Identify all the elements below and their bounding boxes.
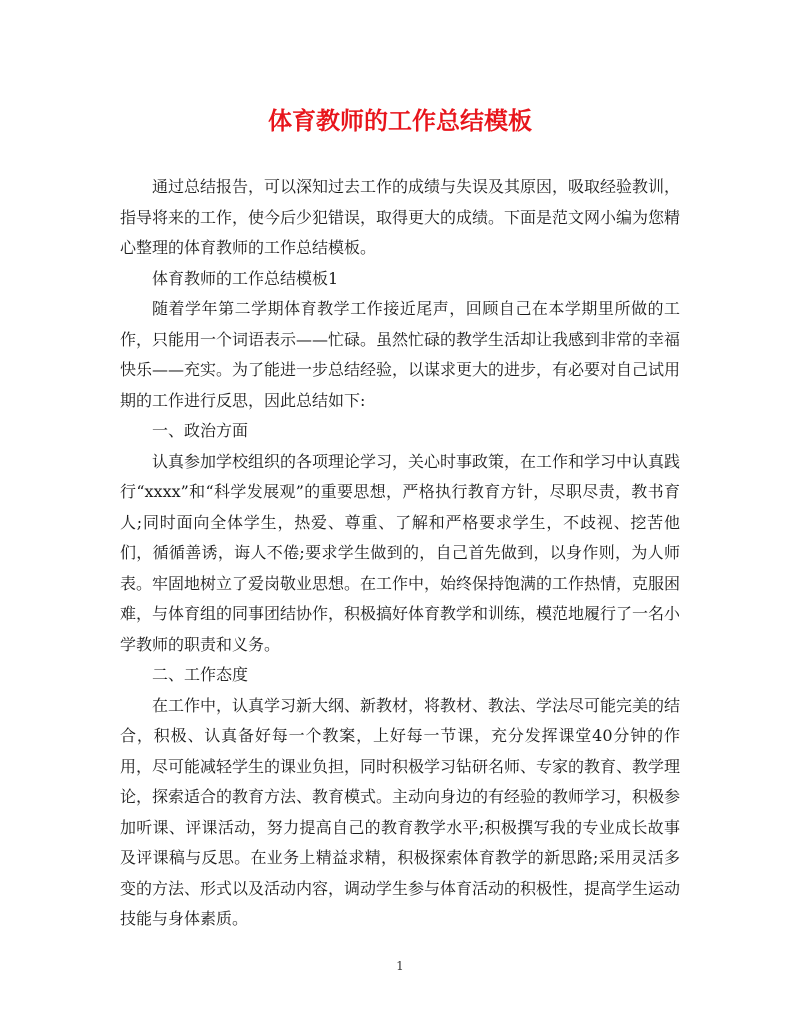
paragraph-subtitle: 体育教师的工作总结模板1 [152, 268, 339, 288]
document-title: 体育教师的工作总结模板 [268, 107, 532, 135]
page-number: 1 [396, 959, 404, 973]
paragraph-politics: 认真参加学校组织的各项理论学习，关心时事政策，在工作和学习中认真践行“xxxx”和“科学发展观”的重要思想，严格执行教育方针，尽职尽责，教书育人;同时面向全体学生，热爱、尊重、了解和严格要求学生，不歧视、挖苦他们，循循善诱，诲人不倦;要求学生做到的，自己首先做到，以身作则，为人师表。牢固地树立了爱岗敬业思想。在工作中，始终保持饱满的工作热情，克服困难，与体育组的同事团结协作，积极搞好体育教学和训练，模范地履行了一名小学教师的职责和义务。 [120, 451, 681, 654]
section-heading-attitude: 二、工作态度 [152, 665, 249, 684]
paragraph-summary-intro: 随着学年第二学期体育教学工作接近尾声，回顾自己在本学期里所做的工作，只能用一个词语表示——忙碌。虽然忙碌的教学生活却让我感到非常的幸福快乐——充实。为了能进一步总结经验，以谋求更大的进步，有必要对自己试用期的工作进行反思，因此总结如下: [120, 299, 681, 410]
document-body [120, 172, 680, 935]
paragraph-attitude: 在工作中，认真学习新大纲、新教材，将教材、教法、学法尽可能完美的结合，积极、认真备好每一个教案，上好每一节课，充分发挥课堂40分钟的作用，尽可能减轻学生的课业负担，同时积极学习钻研名师、专家的教育、教学理论，探索适合的教育方法、教育模式。主动向身边的有经验的教师学习，积极参加听课、评课活动，努力提高自己的教育教学水平;积极撰写我的专业成长故事及评课稿与反思。在业务上精益求精，积极探索体育教学的新思路;采用灵活多变的方法、形式以及活动内容，调动学生参与体育活动的积极性，提高学生运动技能与身体素质。 [120, 695, 681, 928]
paragraph-intro: 通过总结报告，可以深知过去工作的成绩与失误及其原因，吸取经验教训，指导将来的工作，使今后少犯错误，取得更大的成绩。下面是范文网小编为您精心整理的体育教师的工作总结模板。 [120, 177, 681, 257]
section-heading-politics: 一、政治方面 [152, 421, 249, 440]
